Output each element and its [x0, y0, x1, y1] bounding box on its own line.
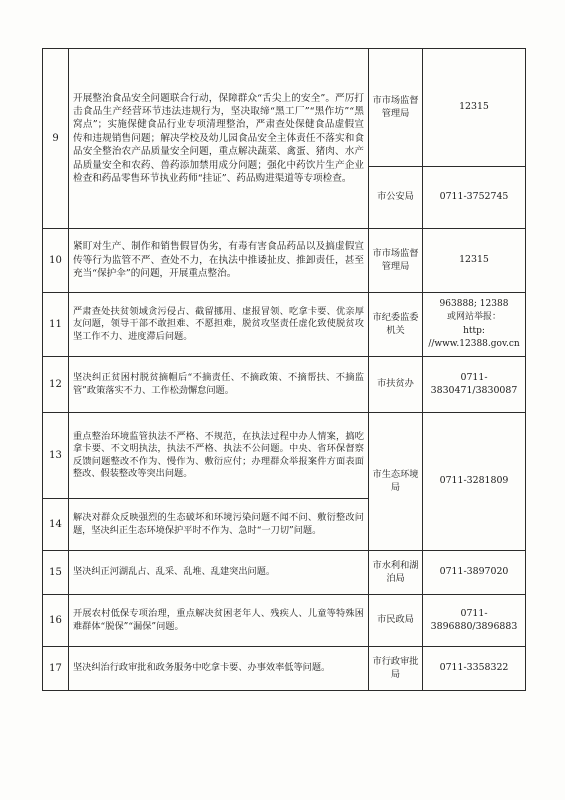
row-description: 坚决纠治行政审批和政务服务中吃拿卡要、办事效率低等问题。	[69, 647, 369, 691]
responsible-department: 市扶贫办	[369, 357, 423, 413]
responsible-department: 市市场监督管理局	[369, 229, 423, 293]
row-number: 11	[43, 293, 69, 357]
row-number: 12	[43, 357, 69, 413]
contact-number: 0711-3830471/3830087	[423, 357, 526, 413]
row-number: 15	[43, 551, 69, 595]
row-description: 严肃查处扶贫领域贪污侵占、截留挪用、虚报冒领、吃拿卡要、优亲厚友问题，领导干部不敢担难、不愿担难，脱贫攻坚责任虚化致使脱贫攻坚工作不力、进度滞后问题。	[69, 293, 369, 357]
responsible-department: 市民政局	[369, 595, 423, 647]
responsible-department: 市生态环境局	[369, 413, 423, 551]
row-description: 重点整治环境监管执法不严格、不规范，在执法过程中办人情案，搞吃拿卡要、不文明执法，执法不严格、执法不公问题。中央、省环保督察反馈问题整改不作为、慢作为、敷衍应付；办理群众举报案件方面表面整改、假装整改等突出问题。	[69, 413, 369, 499]
contact-number: 0711-3752745	[423, 167, 526, 229]
table-row	[43, 551, 526, 595]
contact-number: 0711-3281809	[423, 413, 526, 551]
table-row	[43, 229, 526, 293]
row-number: 9	[43, 49, 69, 229]
contact-number: 12315	[423, 49, 526, 167]
row-description: 开展整治食品安全问题联合行动，保障群众“舌尖上的安全”。严厉打击食品生产经营环节违法违规行为，坚决取缔“黑工厂”“黑作坊”“黑窝点”；实施保健食品行业专项清理整治，严肃查处保健食品虚假宣传和违规销售问题；解决学校及幼儿园食品安全主体责任不落实和食品安全整治农产品质量安全问题，重点解决蔬菜、禽蛋、猪肉、水产品质量安全和农药、兽药添加禁用成分问题；强化中药饮片生产企业检查和药品零售环节执业药师“挂证”、药品购进渠道等专项检查。	[69, 49, 369, 229]
row-number: 10	[43, 229, 69, 293]
row-description: 紧盯对生产、制作和销售假冒伪劣，有毒有害食品药品以及搞虚假宣传等行为监管不严、查处不力，在执法中推诿扯皮、推卸责任，甚至充当“保护伞”的问题，开展重点整治。	[69, 229, 369, 293]
row-number: 13	[43, 413, 69, 499]
responsible-department: 市行政审批局	[369, 647, 423, 691]
row-description: 开展农村低保专项治理，重点解决贫困老年人、残疾人、儿童等特殊困难群体“脱保”“漏保”问题。	[69, 595, 369, 647]
contact-number: 0711-3358322	[423, 647, 526, 691]
contact-number: 963888; 12388 或网站举报： http: //www.12388.gov.cn	[423, 293, 526, 357]
row-number: 17	[43, 647, 69, 691]
responsible-department: 市市场监督管理局	[369, 49, 423, 167]
table-row	[43, 413, 526, 499]
responsible-department: 市公安局	[369, 167, 423, 229]
contact-number: 0711-3897020	[423, 551, 526, 595]
table-row	[43, 595, 526, 647]
contact-number: 12315	[423, 229, 526, 293]
contact-number: 0711-3896880/3896883	[423, 595, 526, 647]
table-row	[43, 357, 526, 413]
row-description: 坚决纠正河湖乱占、乱采、乱堆、乱建突出问题。	[69, 551, 369, 595]
responsible-department: 市纪委监委机关	[369, 293, 423, 357]
table-row	[43, 49, 526, 167]
responsibility-table	[42, 48, 526, 691]
table-row	[43, 647, 526, 691]
row-number: 16	[43, 595, 69, 647]
table-row	[43, 293, 526, 357]
row-description: 解决对群众反映强烈的生态破坏和环境污染问题不闻不问、敷衍整改问题，坚决纠正生态环境保护平时不作为、急时“一刀切”问题。	[69, 499, 369, 551]
row-description: 坚决纠正贫困村脱贫摘帽后“不摘责任、不摘政策、不摘帮扶、不摘监管”政策落实不力、工作松劲懈怠问题。	[69, 357, 369, 413]
row-number: 14	[43, 499, 69, 551]
responsible-department: 市水利和湖泊局	[369, 551, 423, 595]
